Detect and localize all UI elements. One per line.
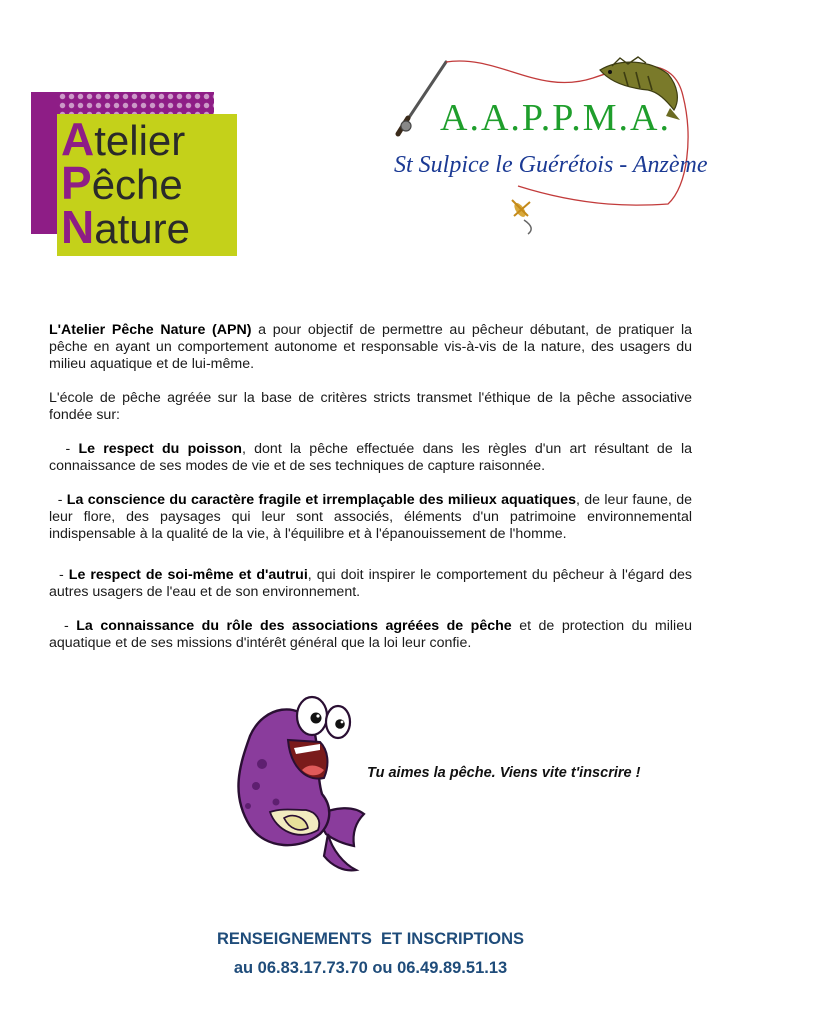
list-item-text: , de leur faune, de leur flore, des paysages qui leur sont associés, éléments d'un patrimoine environnemental indispensable à la qualité de la vie, à l'équilibre et à l'épanouissement de l'homme. [49, 492, 692, 542]
list-item-text: , qui doit inspirer le comportement du pêcheur à l'égard des autres usagers de l'eau et de son environnement. [49, 567, 692, 600]
list-item [49, 441, 692, 475]
list-item-dash: - [49, 492, 67, 508]
list-item-lead: Le respect du poisson [78, 441, 242, 457]
apn-logo [31, 92, 237, 256]
apn-logo-purple-band [31, 92, 57, 234]
apn-logo-word-nature: ature [94, 205, 190, 252]
apn-logo-green-square [57, 114, 237, 256]
aappma-logo [388, 56, 708, 236]
apn-logo-initial-n: N [61, 201, 95, 253]
fishing-fly-icon [512, 200, 531, 234]
aappma-title: A.A.P.P.M.A. [440, 97, 671, 139]
cartoon-fish-icon [220, 694, 370, 874]
list-item [49, 492, 692, 543]
intro-text: a pour objectif de permettre au pêcheur débutant, de pratiquer la pêche en ayant un comportement autonome et responsable vis-à-vis de la nature, des usagers du milieu aquatique et de lui-même. [49, 322, 692, 372]
apn-logo-word-peche: êche [91, 161, 183, 208]
intro-paragraph [49, 322, 692, 373]
apn-logo-line-peche [61, 157, 183, 209]
list-item-text: , dont la pêche effectuée dans les règles d'un art résultant de la connaissance de ses modes de vie et de ses techniques de capture raisonnée. [49, 441, 693, 474]
contact-title: RENSEIGNEMENTS ET INSCRIPTIONS [216, 930, 525, 948]
list-item-dash: - [49, 618, 77, 634]
apn-logo-line-atelier [61, 113, 186, 165]
list-item-dash: - [49, 441, 79, 457]
list-item [49, 618, 692, 652]
contact-phones: au 06.83.17.73.70 ou 06.49.89.51.13 [233, 959, 508, 977]
school-paragraph: L'école de pêche agréée sur la base de critères stricts transmet l'éthique de la pêche associative fondée sur: [49, 390, 692, 423]
apn-logo-initial-p: P [61, 157, 92, 209]
apn-logo-word-atelier: telier [94, 117, 186, 164]
apn-logo-initial-a: A [61, 113, 95, 165]
intro-lead: L'Atelier Pêche Nature (APN) [49, 322, 252, 338]
list-item-dash: - [49, 567, 69, 583]
list-item-lead: La connaissance du rôle des associations agréées de pêche [76, 618, 512, 634]
list-item [49, 567, 692, 601]
list-item-lead: Le respect de soi-même et d'autrui [68, 567, 308, 583]
list-item-text: et de protection du milieu aquatique et de ses missions d'intérêt général que la loi leur confie. [49, 618, 692, 651]
apn-logo-line-nature [61, 201, 190, 253]
article-body [49, 322, 692, 669]
fishing-rod-icon [388, 56, 698, 236]
list-item-lead: La conscience du caractère fragile et irremplaçable des milieux aquatiques [66, 492, 576, 508]
slogan: Tu aimes la pêche. Viens vite t'inscrire ! [367, 765, 641, 781]
aappma-subtitle: St Sulpice le Guérétois - Anzème [394, 152, 708, 178]
